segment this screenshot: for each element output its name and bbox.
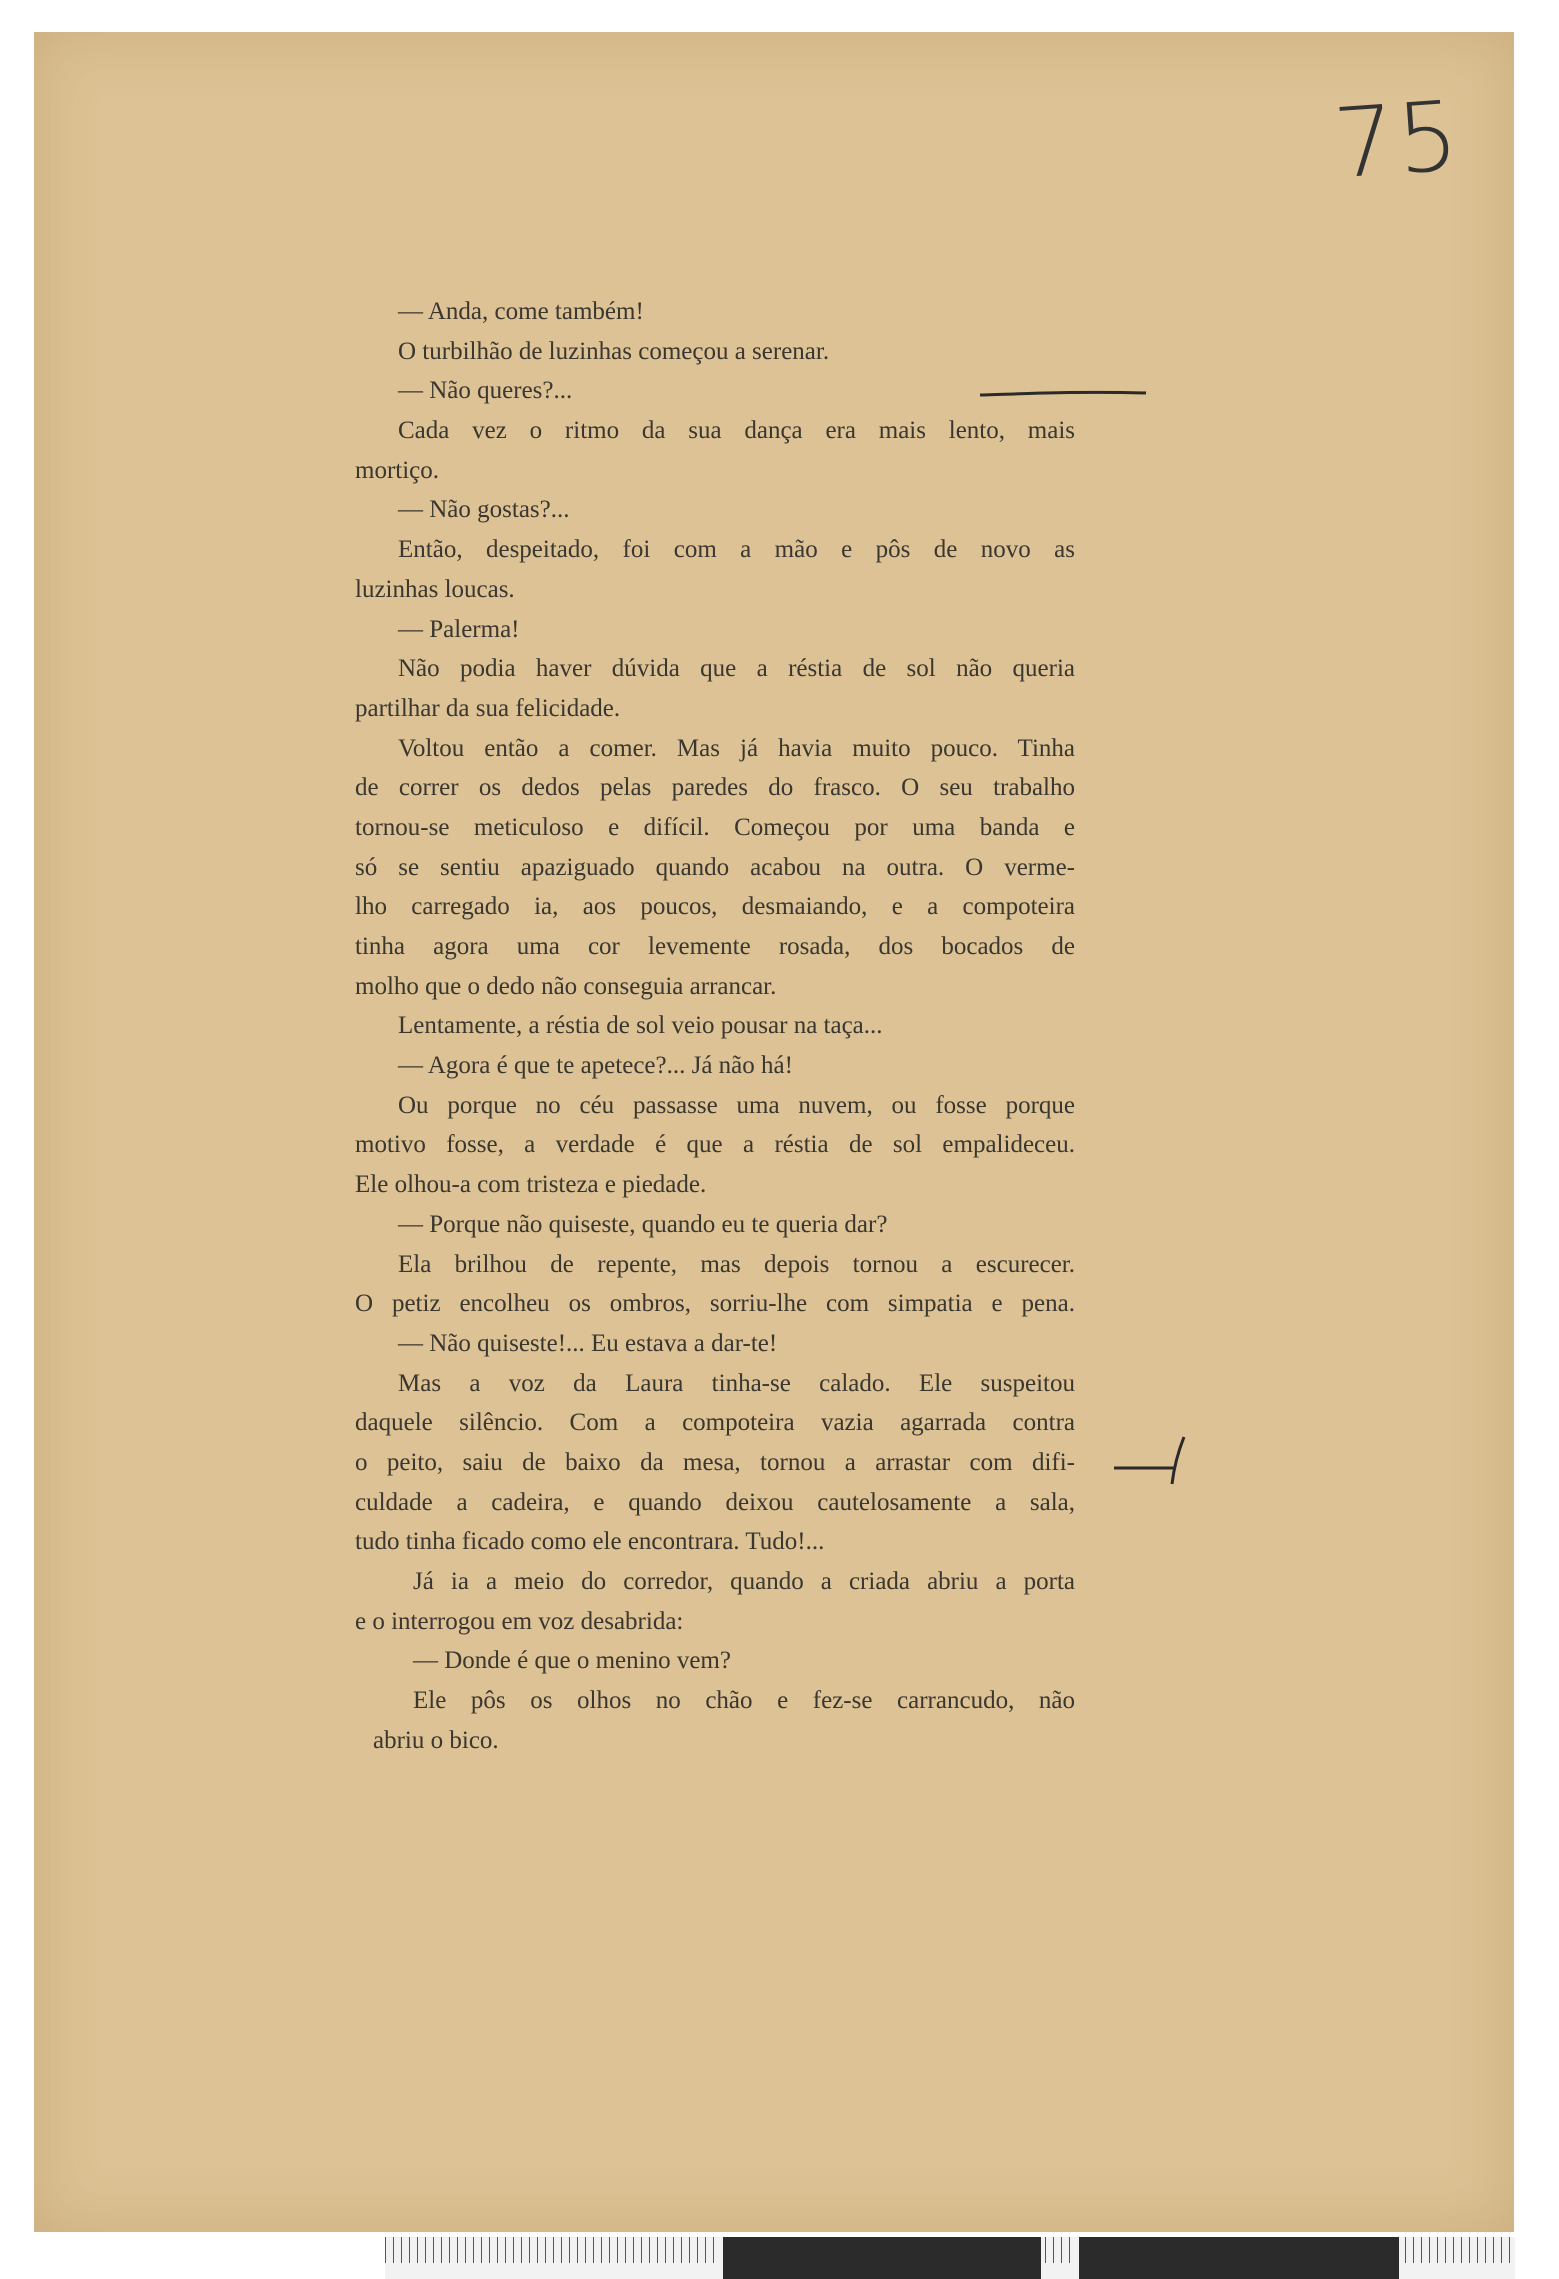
ruler-ticks [1405, 2237, 1515, 2263]
text-line: culdade a cadeira, e quando deixou cautelosamente a sala, [355, 1488, 1075, 1516]
text-line: o peito, saiu de baixo da mesa, tornou a arrastar com difi- [355, 1448, 1075, 1476]
ruler-ticks [385, 2237, 720, 2263]
text-line: lho carregado ia, aos poucos, desmaiando, e a compoteira [355, 893, 1075, 921]
text-line: Ele olhou-a com tristeza e piedade. [355, 1171, 707, 1199]
text-line: Mas a voz da Laura tinha-se calado. Ele suspeitou [398, 1369, 1075, 1397]
text-line: tornou-se meticuloso e difícil. Começou por uma banda e [355, 813, 1075, 841]
text-line: — Agora é que te apetece?... Já não há! [398, 1052, 793, 1080]
text-line: Ela brilhou de repente, mas depois tornou a escurecer. [398, 1250, 1075, 1278]
text-line: Ele pôs os olhos no chão e fez-se carrancudo, não [413, 1687, 1075, 1715]
text-line: partilhar da sua felicidade. [355, 694, 621, 722]
text-line: Então, despeitado, foi com a mão e pôs de novo as [398, 536, 1075, 564]
text-line: Cada vez o ritmo da sua dança era mais lento, mais [398, 417, 1075, 445]
text-line: mortiço. [355, 456, 440, 484]
text-body [355, 292, 1075, 1760]
scan-color-ruler [385, 2237, 1515, 2279]
text-line: — Anda, come também! [398, 298, 644, 325]
text-line: — Não queres?... [398, 377, 573, 405]
text-line: Não podia haver dúvida que a réstia de sol não queria [398, 655, 1075, 683]
pen-margin-mark [1114, 1432, 1194, 1492]
text-line: — Não quiseste!... Eu estava a dar-te! [398, 1329, 778, 1357]
text-line: — Palerma! [398, 615, 520, 643]
text-line: luzinhas loucas. [355, 575, 515, 603]
ruler-black-patch [723, 2237, 1041, 2279]
text-line: abriu o bico. [373, 1726, 499, 1754]
text-line: — Não gostas?... [398, 496, 570, 524]
text-line: Voltou então a comer. Mas já havia muito pouco. Tinha [398, 734, 1075, 762]
text-line: O turbilhão de luzinhas começou a serenar. [398, 337, 830, 365]
text-line: Já ia a meio do corredor, quando a criada abriu a porta [413, 1568, 1075, 1595]
text-line: e o interrogou em voz desabrida: [355, 1607, 684, 1635]
text-line: só se sentiu apaziguado quando acabou na outra. O verme- [355, 853, 1075, 881]
text-line: — Donde é que o menino vem? [413, 1647, 731, 1675]
ruler-black-patch [1079, 2237, 1399, 2279]
text-line: motivo fosse, a verdade é que a réstia de sol empalideceu. [355, 1131, 1075, 1159]
text-line: — Porque não quiseste, quando eu te queria dar? [398, 1210, 888, 1238]
text-line: Lentamente, a réstia de sol veio pousar na taça... [398, 1012, 883, 1040]
text-line: de correr os dedos pelas paredes do frasco. O seu trabalho [355, 774, 1075, 802]
text-line: tudo tinha ficado como ele encontrara. Tudo!... [355, 1528, 825, 1556]
ruler-ticks [1045, 2237, 1075, 2263]
text-line: O petiz encolheu os ombros, sorriu-lhe com simpatia e pena. [355, 1290, 1075, 1318]
page-number: 75 [1330, 79, 1464, 201]
text-line: molho que o dedo não conseguia arrancar. [355, 972, 777, 1000]
text-line: daquele silêncio. Com a compoteira vazia agarrada contra [355, 1409, 1075, 1437]
text-line: tinha agora uma cor levemente rosada, dos bocados de [355, 933, 1075, 960]
text-line: Ou porque no céu passasse uma nuvem, ou fosse porque [398, 1091, 1075, 1119]
